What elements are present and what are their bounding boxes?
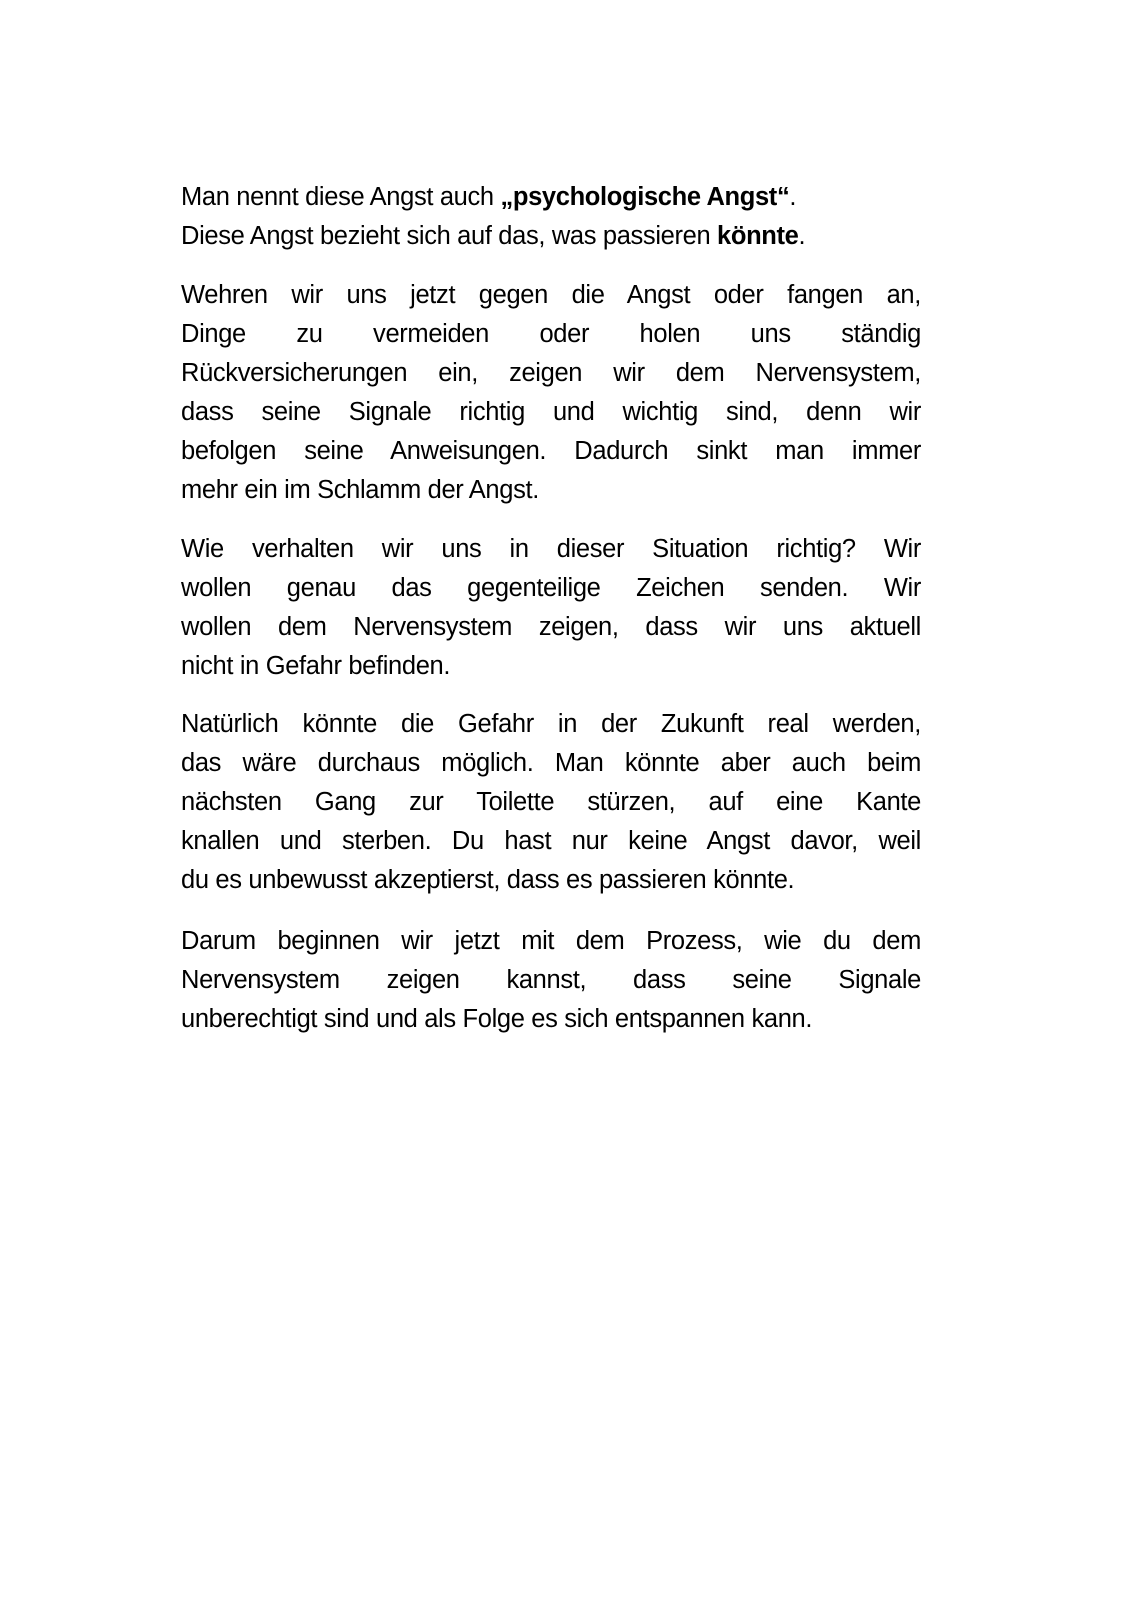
paragraph-5 xyxy=(181,922,921,1039)
text-line xyxy=(181,217,921,256)
text-line: knallen und sterben. Du hast nur keine Angst davor, weil xyxy=(181,827,921,855)
text-run: Man nennt diese Angst auch xyxy=(181,183,501,211)
paragraph-1 xyxy=(181,178,921,256)
bold-term: „psychologische Angst“ xyxy=(500,183,790,211)
text-line: dass seine Signale richtig und wichtig sind, denn wir xyxy=(181,398,921,426)
paragraph-4 xyxy=(181,705,921,900)
text-line: Darum beginnen wir jetzt mit dem Prozess, wie du dem xyxy=(181,927,921,955)
text-line: Wie verhalten wir uns in dieser Situation richtig? Wir xyxy=(181,535,921,563)
text-line: Natürlich könnte die Gefahr in der Zukunft real werden, xyxy=(181,710,921,738)
text-line: nächsten Gang zur Toilette stürzen, auf eine Kante xyxy=(181,788,921,816)
text-line: du es unbewusst akzeptierst, dass es passieren könnte. xyxy=(181,866,795,894)
text-line: das wäre durchaus möglich. Man könnte aber auch beim xyxy=(181,749,921,777)
text-line: unberechtigt sind und als Folge es sich entspannen kann. xyxy=(181,1005,813,1033)
text-line: Nervensystem zeigen kannst, dass seine Signale xyxy=(181,966,921,994)
text-run: . xyxy=(798,222,806,250)
text-run: Diese Angst bezieht sich auf das, was passieren xyxy=(181,222,718,250)
text-line xyxy=(181,178,921,217)
text-line: Wehren wir uns jetzt gegen die Angst oder fangen an, xyxy=(181,281,921,309)
text-line: Rückversicherungen ein, zeigen wir dem Nervensystem, xyxy=(181,359,921,387)
text-line: wollen dem Nervensystem zeigen, dass wir uns aktuell xyxy=(181,613,921,641)
text-run: . xyxy=(789,183,797,211)
paragraph-3 xyxy=(181,530,921,686)
paragraph-2 xyxy=(181,276,921,510)
text-line: Dinge zu vermeiden oder holen uns ständig xyxy=(181,320,921,348)
text-line: befolgen seine Anweisungen. Dadurch sinkt man immer xyxy=(181,437,921,465)
text-line: wollen genau das gegenteilige Zeichen senden. Wir xyxy=(181,574,921,602)
text-line: mehr ein im Schlamm der Angst. xyxy=(181,476,539,504)
bold-term: könnte xyxy=(717,222,799,250)
text-line: nicht in Gefahr befinden. xyxy=(181,652,451,680)
